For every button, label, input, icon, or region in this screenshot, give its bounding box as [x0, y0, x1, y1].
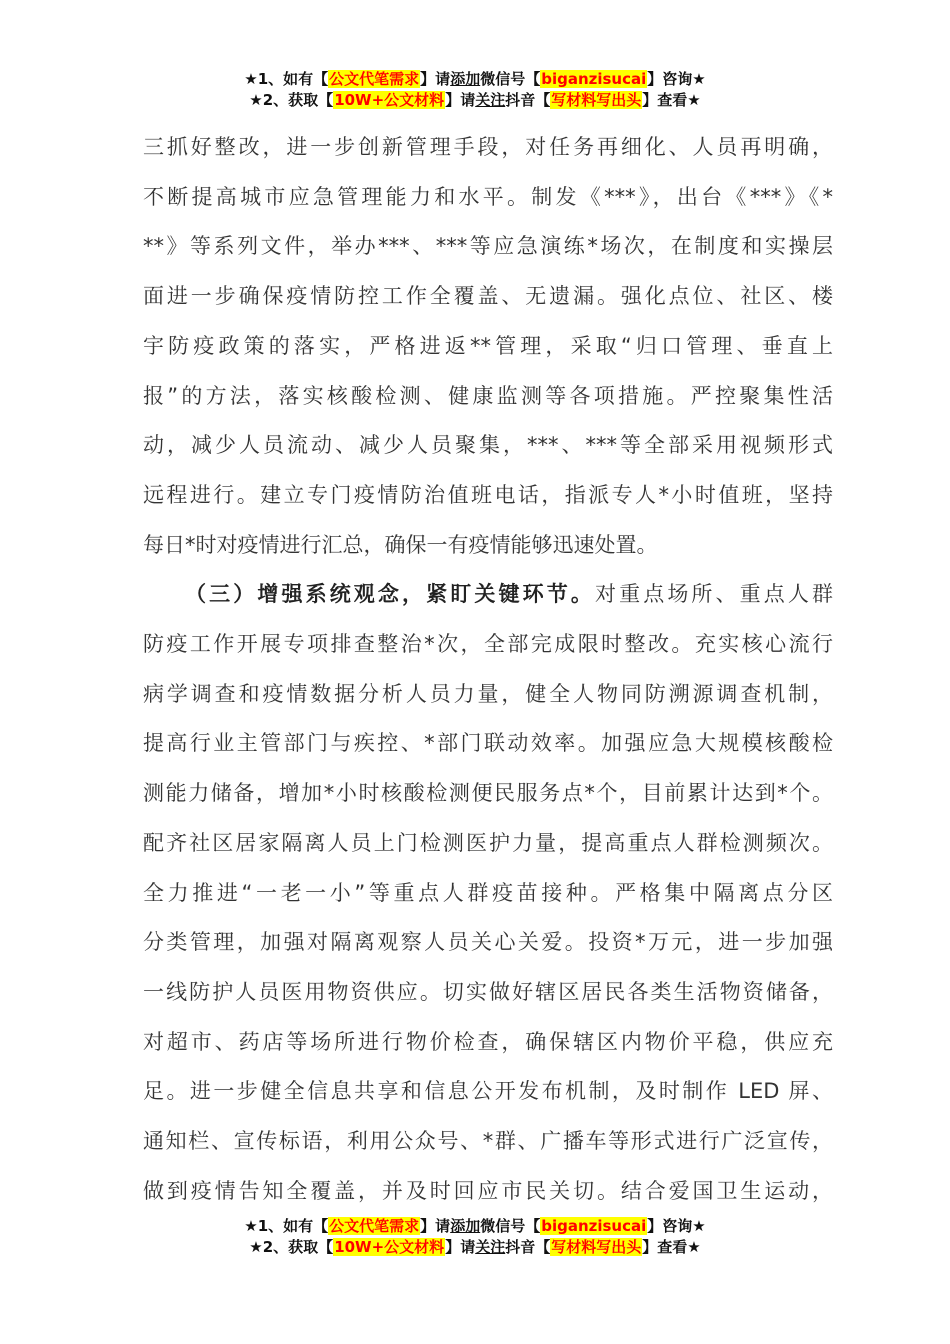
text-line: 做到疫情告知全覆盖，并及时回应市民关切。结合爱国卫生运动，	[143, 1178, 833, 1203]
text-line: 通知栏、宣传标语，利用公众号、*群、广播车等形式进行广泛宣传，	[143, 1129, 833, 1154]
text-line: 面进一步确保疫情防控工作全覆盖、无遗漏。强化点位、社区、楼	[143, 284, 833, 309]
banner-text: 微信号【	[480, 1217, 541, 1235]
banner-text: 】查看★	[642, 1238, 701, 1256]
text-line	[143, 570, 833, 620]
banner-text: 】请	[420, 70, 451, 88]
text-line: 测能力储备，增加*小时核酸检测便民服务点*个，目前累计达到*个。	[143, 781, 833, 806]
text-line: 病学调查和疫情数据分析人员力量，健全人物同防溯源调查机制，	[143, 681, 833, 706]
banner-text: 】请	[420, 1217, 451, 1235]
banner-highlight: 写材料写出头	[551, 91, 642, 109]
text-line: 三抓好整改，进一步创新管理手段，对任务再细化、人员再明确，	[143, 135, 833, 159]
banner-text: 】请	[445, 1238, 476, 1256]
footer-banner	[0, 1216, 950, 1258]
banner-line-2	[0, 1237, 950, 1258]
banner-highlight: 公文代笔需求	[329, 1217, 420, 1235]
banner-text: 】请	[445, 91, 476, 109]
banner-text: 】咨询★	[647, 1217, 706, 1235]
banner-highlight: biganzisucai	[541, 70, 647, 88]
banner-text: ★2、获取【	[249, 91, 334, 109]
text-line: 全力推进“一老一小”等重点人群疫苗接种。严格集中隔离点分区	[143, 880, 833, 905]
banner-text: 】咨询★	[647, 70, 706, 88]
banner-line-1	[0, 69, 950, 90]
text-line: 防疫工作开展专项排查整治*次，全部完成限时整改。充实核心流行	[143, 632, 833, 657]
paragraph-2	[143, 570, 833, 1216]
banner-highlight: 10W+公文材料	[334, 91, 445, 109]
banner-line-2	[0, 90, 950, 111]
banner-highlight: biganzisucai	[541, 1217, 647, 1235]
text-line: 足。进一步健全信息共享和信息公开发布机制，及时制作 LED 屏、	[143, 1079, 833, 1104]
text-line: 配齐社区居家隔离人员上门检测医护力量，提高重点人群检测频次。	[143, 830, 833, 855]
text-line: 宇防疫政策的落实，严格进返**管理，采取“归口管理、垂直上	[143, 333, 833, 358]
text-line: 不断提高城市应急管理能力和水平。制发《***》，出台《***》《*	[143, 184, 833, 209]
text-line: 提高行业主管部门与疾控、*部门联动效率。加强应急大规模核酸检	[143, 731, 833, 756]
paragraph-1	[143, 123, 833, 570]
document-body	[143, 123, 833, 1216]
banner-text: 抖音【	[505, 91, 551, 109]
banner-text: 微信号【	[480, 70, 541, 88]
header-banner	[0, 69, 950, 111]
banner-line-1	[0, 1216, 950, 1237]
text-line: 分类管理，加强对隔离观察人员关心关爱。投资*万元，进一步加强	[143, 930, 833, 955]
banner-underlined-text: 关注	[475, 1238, 506, 1256]
section-heading: （三）增强系统观念，紧盯关键环节。	[185, 582, 595, 607]
banner-underlined-text: 关注	[475, 91, 506, 109]
text-line: 每日*时对疫情进行汇总，确保一有疫情能够迅速处置。	[143, 532, 658, 557]
banner-text: ★2、获取【	[249, 1238, 334, 1256]
banner-underlined-text: 添加	[450, 70, 481, 88]
text-line: 动，减少人员流动、减少人员聚集，***、***等全部采用视频形式	[143, 433, 833, 458]
text-line: **》等系列文件，举办***、***等应急演练*场次，在制度和实操层	[143, 234, 833, 259]
banner-highlight: 公文代笔需求	[329, 70, 420, 88]
text-line: 远程进行。建立专门疫情防治值班电话，指派专人*小时值班，坚持	[143, 482, 833, 507]
banner-text: ★1、如有【	[244, 1217, 329, 1235]
banner-text: 】查看★	[642, 91, 701, 109]
text-line: 对超市、药店等场所进行物价检查，确保辖区内物价平稳，供应充	[143, 1029, 833, 1054]
text-line: 报”的方法，落实核酸检测、健康监测等各项措施。严控聚集性活	[143, 383, 833, 408]
text-line: 一线防护人员医用物资供应。切实做好辖区居民各类生活物资储备，	[143, 979, 833, 1004]
banner-text: 抖音【	[505, 1238, 551, 1256]
banner-highlight: 写材料写出头	[551, 1238, 642, 1256]
banner-underlined-text: 添加	[450, 1217, 481, 1235]
text-run: 对重点场所、重点人群	[594, 582, 834, 607]
banner-highlight: 10W+公文材料	[334, 1238, 445, 1256]
banner-text: ★1、如有【	[244, 70, 329, 88]
